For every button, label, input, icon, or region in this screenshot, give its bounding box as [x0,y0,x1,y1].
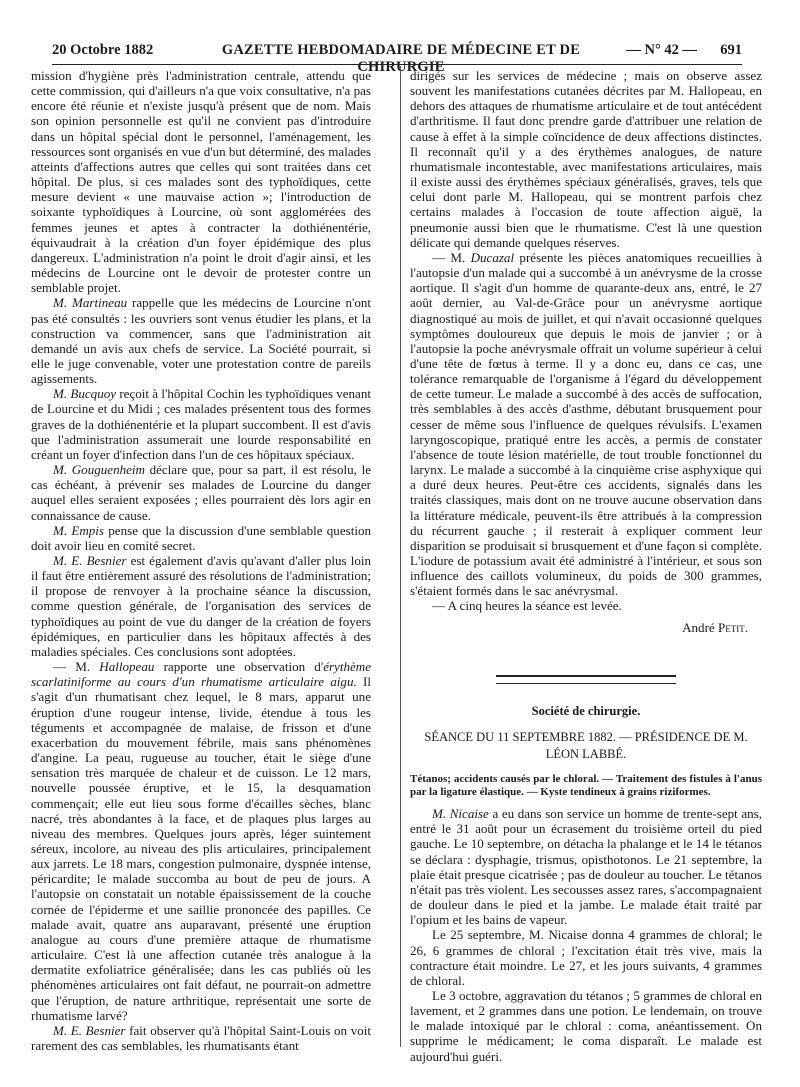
paragraph-text: pense que la discussion d'une semblable question doit avoir lieu en comité secret. [31,522,371,553]
speaker-name: Ducazal [470,249,515,265]
header-rule [52,64,742,65]
paragraph [31,659,371,1023]
seance-heading: SÉANCE DU 11 SEPTEMBRE 1882. — PRÉSIDENCE DE M. LÉON LABBÉ. [424,729,748,761]
paragraph [31,386,371,462]
journal-title: GAZETTE HEBDOMADAIRE DE MÉDECINE ET DE CHIRURGIE [221,42,581,75]
speaker-name: M. E. Besnier [53,553,127,568]
header-date: 20 Octobre 1882 [52,42,154,58]
speaker-name: M. E. Besnier [53,1022,126,1038]
speaker-name: M. Bucquoy [53,386,117,402]
dash-lead: — M. [53,659,100,675]
speaker-name: Hallopeau [99,659,155,675]
paragraph-text: a eu dans son service un homme de trente-sept ans, entré le 31 août pour un écrasement du troisième orteil du pied gauche. Le 10 septembre, on détacha la phalange et le 14 le tétanos se déclara : dysphagie, trismus, opisthotonos. Le 21 septembre, la plaie était presque cicatrisée ; pas de douleur au toucher. Le tétanos n'était pas très violent. Les secousses assez rares, s'accompagnaient de douleur dans le pied et la jambe. Le malade était traité par l'opium et les bains de vapeur. [410,806,762,928]
observation-title: érythème scarlatiniforme au cours d'un rhumatisme articulaire aigu. [31,659,371,690]
paragraph-text: reçoit à l'hôpital Cochin les typhoïdiques venant de Lourcine et du Midi ; ces malades présentent tous des formes graves de la dothiénentérie et la plupart succombent. Il est d'avis que l'administration assumerait une lourde responsabilité en créant un foyer d'infection dans l'un de ces hôpitaux spéciaux. [31,386,371,462]
paragraph-text: est également d'avis qu'avant d'aller plus loin il faut être entièrement assuré des résolutions de l'administration; il propose de renvoyer à la prochaine séance la discussion, comme question générale, de l'organisation des services de typhoïdiques au point de vue du danger de la création de foyers épidémiques, en particulier dans les hôpitaux affectés à des maladies spéciales. Ces conclusions sont adoptées. [31,553,371,659]
paragraph: — A cinq heures la séance est levée. [432,598,622,614]
paragraph [410,806,762,927]
society-title: Société de chirurgie. [531,703,641,718]
paragraph-text: présente les pièces anatomiques recueillies à l'autopsie d'un malade qui a succombé à un anévrysme de la crosse aortique. Il s'agit d'un homme de quarante-deux ans, entré, le 27 août dernier, au Val-de-Grâce pour un anévrysme aortique diagnostiqué au mois de juillet, et qui n'avait occasionné quelques symptômes douloureux que depuis le mois de janvier ; or à l'autopsie la poche anévrysmale offrait un volume supérieur à celui d'une tête de fœtus à terme. Il y a donc eu, dans ce cas, une tolérance remarquable de l'organisme à l'égard du développement de cette tumeur. Le malade a succombé à des accès de suffocation, très semblables à des accès d'asthme, débutant brusquement pour cesser de même sous l'influence de quelques révulsifs. L'examen laryngoscopique, pratiqué entre les accès, a permis de constater l'absence de toute lésion matérielle, de tout trouble fonctionnel du larynx. Le malade a succombé à la cinquième crise asphyxique qui a duré deux heures. Peut-être ces accidents, signalés dans les traités classiques, mais dont on ne trouve aucune observation dans la littérature médicale, peuvent-ils être attribués à la compression du récurrent gauche ; il resterait à expliquer comment leur disparition se produisait si brusquement et d'une façon si complète. L'iodure de potassium avait été administré à l'intérieur, et sous son influence des caillots volumineux, du poids de 300 grammes, s'étaient formés dans le sac anévrysmal. [410,249,763,599]
paragraph-text: fait observer qu'à l'hôpital Saint-Louis on voit rarement des cas semblables, les rhumatisants étant [31,1022,371,1053]
paragraph [31,462,371,523]
page-number: 691 [720,42,742,58]
session-summary: Tétanos; accidents causés par le chloral. — Traitement des fistules à l'anus par la ligature élastique. — Kyste tendineux à grains riziformes. [410,772,762,798]
paragraph-text: rappelle que les médecins de Lourcine n'ont pas été consultés : les ouvriers sont venus étudier les plans, et la construction va commencer, sans que l'administration ait demandé un avis aux chefs de service. La Société pourrait, si elle le juge convenable, voter une protestation contre de pareils agissements. [31,295,371,387]
paragraph [31,553,371,659]
paragraph: Le 25 septembre, M. Nicaise donna 4 grammes de chloral; le 26, 6 grammes de chloral ; l'excitation était très vive, mais la contracture était moindre. Le 27, et les jours suivants, 4 grammes de chloral. [410,927,762,988]
paragraph: Le 3 octobre, aggravation du tétanos ; 5 grammes de chloral en lavement, et 2 grammes dans une potion. Le lendemain, on trouve le malade intoxiqué par le chloral : coma, anéantissement. On supprime le médicament; le coma disparaît. Le malade est aujourd'hui guéri. [410,988,762,1064]
paragraph-text: déclare que, pour sa part, il est résolu, le cas échéant, à prévenir ses malades de Lourcine du danger auquel elles seraient exposées ; elles pourraient dès lors agir en connaissance de cause. [31,462,371,523]
signature [410,620,762,635]
paragraph [31,295,371,386]
paragraph-text: rapporte une observation d' [154,659,324,675]
left-column [31,68,371,1053]
dash-lead: — M. [432,249,471,265]
paragraph [31,1023,371,1053]
signature-last: Petit. [717,619,748,635]
issue-number: — N° 42 — [626,42,697,58]
speaker-name: M. Martineau [53,295,128,311]
paragraph: dirigés sur les services de médecine ; mais on observe assez souvent les manifestations cutanées décrites par M. Hallopeau, en dehors des attaques de rhumatisme articulaire et de tout antécédent d'arthritisme. Il faut donc prendre garde d'attribuer une relation de cause à effet à la simple coïncidence de deux affections distinctes. Il reconnaît qu'il y a des érythèmes analogues, de nature rhumatismale incontestable, avec manifestations articulaires, mais il existe aussi des érythèmes spéciaux généralisés, graves, tels que celui dont parle M. Hallopeau, qui se montrent parfois chez certains malades à l'occasion de toute affection aiguë, la pneumonie aussi bien que le rhumatisme. C'est là une question délicate qui demande quelques réserves. [410,68,762,250]
paragraph: mission d'hygiène près l'administration centrale, attendu que cette commission, qui d'ailleurs n'a que voix consultative, n'a pas encore été réunie et n'existe jusqu'à présent que de nom. Mais son opinion personnelle est qu'il ne convient pas d'introduire dans un hôpital spécial dont le personnel, l'aménagement, les ressources sont organisés en vue d'un but déterminé, des malades atteints d'affections autres que celles qui sont traitées dans cet hôpital. De plus, si ces malades sont des typhoïdiques, cette mesure devient « une mauvaise action »; l'introduction de soixante typhoïdiques à Lourcine, où sont agglomérées des femmes jeunes et aptes à contracter la dothiénentérie, équivaudrait à la création d'un foyer épidémique des plus dangereux. L'administration n'a point le droit d'agir ainsi, et les médecins de Lourcine ont le devoir de protester contre un semblable projet. [31,68,371,296]
running-header [52,42,742,75]
right-column [410,68,762,1064]
column-divider [400,66,401,1047]
speaker-name: M. Gouguenheim [53,462,145,478]
speaker-name: M. Empis [53,522,105,538]
speaker-name: M. Nicaise [432,806,489,822]
paragraph [31,523,371,553]
paragraph-text: Il s'agit d'un rhumatisant chez lequel, le 8 mars, apparut une éruption d'une rougeur intense, livide, étendue à tous les téguments et accompagnée de malaise, de frisson et d'une exacerbation du mouvement fébrile, mais sans phénomènes d'angine. La peau, rugueuse au toucher, était le siège d'une sensation très marquée de chaleur et de cuisson. Le 12 mars, nouvelle poussée éruptive, et le 15, la desquamation commençait; elle eut lieu sous forme d'écailles sèches, blanc nacré, très abondantes à la face, et de plaques plus larges au niveau des membres. Quelques jours après, léger suintement séreux, incolore, au niveau des plis articulaires, principalement aux jarrets. Le 18 mars, congestion pulmonaire, dyspnée intense, péricardite; le malade succomba au bout de peu de jours. A l'autopsie on constatait un notable épaississement de la couche cornée de l'épiderme et une saillie prononcée des papilles. Ce malade avait, quatre ans auparavant, présenté une éruption analogue au cours d'une première attaque de rhumatisme articulaire. C'est là une affection cutanée très analogue à la dermatite exfoliatrice généralisée; dans les cas publiés où les phénomènes articulaires ont fait défaut, ne pourrait-on admettre que l'éruption, de nature arthritique, représentait une sorte de rhumatisme larvé? [31,674,372,1023]
paragraph [410,250,762,599]
signature-first: André [682,619,718,635]
section-separator [496,675,676,684]
